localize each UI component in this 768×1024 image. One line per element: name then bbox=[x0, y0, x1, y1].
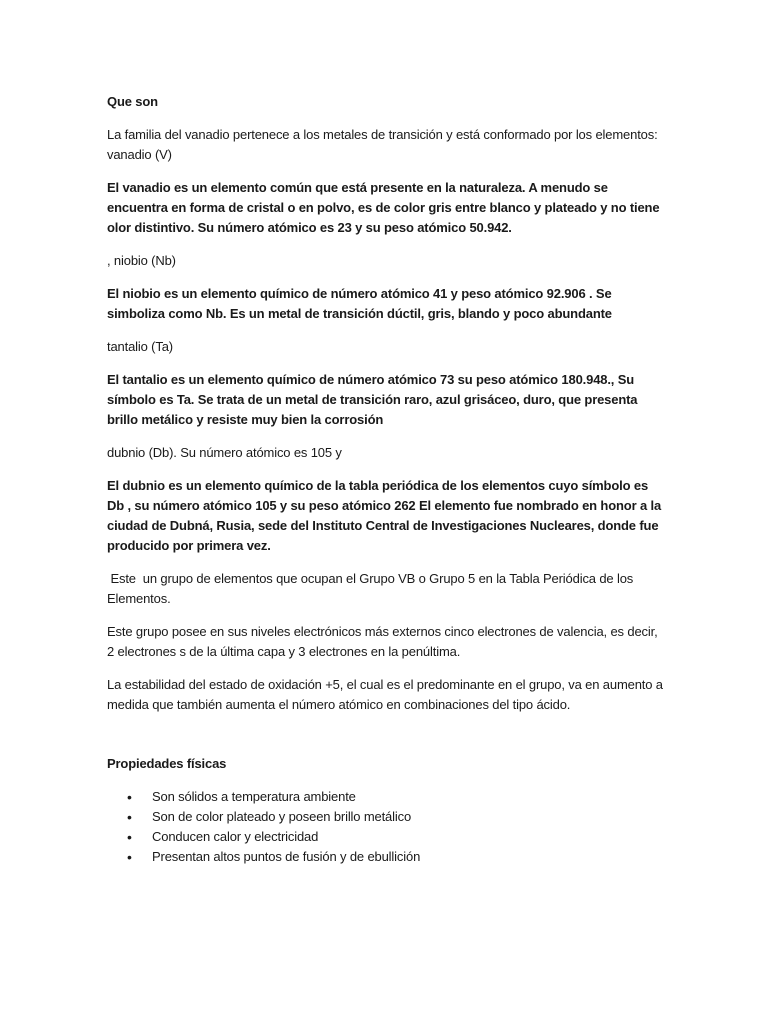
heading-que-son: Que son bbox=[107, 94, 158, 109]
properties-list bbox=[107, 787, 668, 867]
list-item: • Son sólidos a temperatura ambiente bbox=[107, 787, 668, 807]
paragraph-familia: La familia del vanadio pertenece a los metales de transición y está conformado por los elementos: vanadio (V) bbox=[107, 127, 658, 162]
list-item: • Son de color plateado y poseen brillo metálico bbox=[107, 807, 668, 827]
list-item: • Presentan altos puntos de fusión y de ebullición bbox=[107, 847, 668, 867]
paragraph-vanadio: El vanadio es un elemento común que está presente en la naturaleza. A menudo se encuentra en forma de cristal o en polvo, es de color gris entre blanco y plateado y no tiene olor distintivo. Su número atómico es 23 y su peso atómico 50.942. bbox=[107, 180, 660, 235]
label-tantalio: tantalio (Ta) bbox=[107, 339, 173, 354]
paragraph-grupo-vb: Este un grupo de elementos que ocupan el Grupo VB o Grupo 5 en la Tabla Periódica de los Elementos. bbox=[107, 571, 637, 606]
paragraph-dubnio: El dubnio es un elemento químico de la tabla periódica de los elementos cuyo símbolo es Db , su número atómico 105 y su peso atómico 262 El elemento fue nombrado en honor a la ciudad de Dubná, Rusia, sede del Instituto Central de Investigaciones Nucleares, donde fue producido por primera vez. bbox=[107, 478, 662, 553]
label-dubnio: dubnio (Db). Su número atómico es 105 y bbox=[107, 445, 342, 460]
heading-propiedades-fisicas: Propiedades físicas bbox=[107, 756, 227, 771]
spacer bbox=[107, 728, 668, 754]
label-niobio: , niobio (Nb) bbox=[107, 253, 176, 268]
paragraph-estabilidad: La estabilidad del estado de oxidación +5, el cual es el predominante en el grupo, va en aumento a medida que también aumenta el número atómico en combinaciones del tipo ácido. bbox=[107, 677, 663, 712]
list-item: • Conducen calor y electricidad bbox=[107, 827, 668, 847]
paragraph-electrones: Este grupo posee en sus niveles electrónicos más externos cinco electrones de valencia, es decir, 2 electrones s de la última capa y 3 electrones en la penúltima. bbox=[107, 624, 658, 659]
paragraph-niobio: El niobio es un elemento químico de número atómico 41 y peso atómico 92.906 . Se simboliza como Nb. Es un metal de transición dúctil, gris, blando y poco abundante bbox=[107, 286, 612, 321]
paragraph-tantalio: El tantalio es un elemento químico de número atómico 73 su peso atómico 180.948., Su símbolo es Ta. Se trata de un metal de transición raro, azul grisáceo, duro, que presenta brillo metálico y resiste muy bien la corrosión bbox=[107, 372, 638, 427]
